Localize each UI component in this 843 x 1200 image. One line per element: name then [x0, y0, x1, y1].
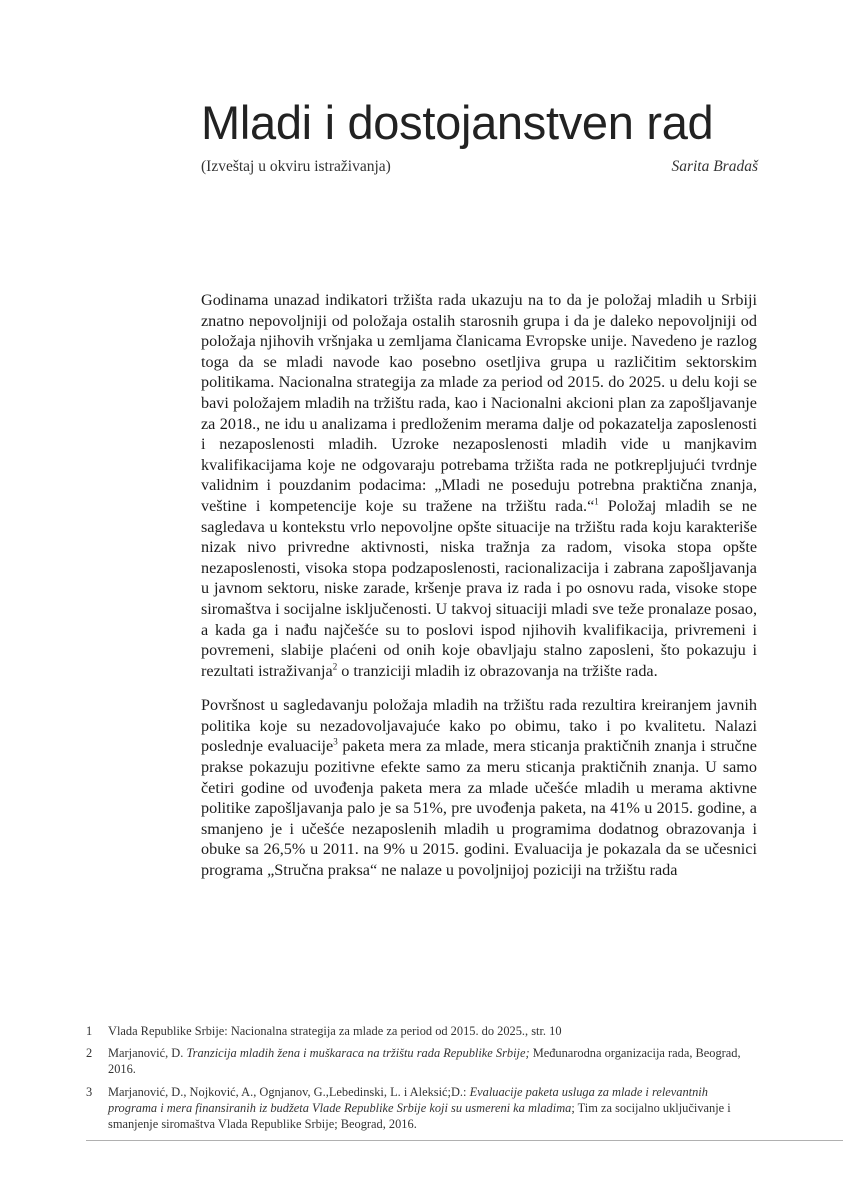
- body-text-segment: paketa mera za mlade, mera sticanja praktičnih znanja i stručne prakse pokazuju pozitivne efekte samo za meru sticanja praktičnih znanja. U samo četiri godine od uvođenja paketa mera za mlade učešće mladih u merama aktivne politike zapošljavanja palo je sa 51%, pre uvođenja paketa, na 41% u 2015. godine, a smanjeno je i učešće nezaposlenih mladih u programima dodatnog obrazovanja i obuke sa 26,5% u 2011. na 9% u 2015. godini. Evaluacija je pokazala da se učesnici programa „Stručna praksa“ ne nalaze u povoljnijoj poziciji na tržištu rada: [201, 737, 757, 880]
- article-body: [201, 290, 757, 881]
- footnotes: [86, 1023, 758, 1138]
- bottom-divider: [86, 1140, 843, 1141]
- footnote-segment: Marjanović, D.: [108, 1046, 187, 1061]
- footnote-ref: 2: [332, 661, 338, 672]
- footnote: [86, 1084, 758, 1133]
- footnote-title: Evaluacije paketa usluga za mlade i relevantnih programa i mera finansiranih iz budžeta Vlade Republike Srbije koji su usmereni ka mladima: [108, 1084, 708, 1115]
- body-text-segment: Položaj mladih se ne sagledava u kontekstu vrlo nepovoljne opšte situacije na tržištu rada koju karakteriše nizak nivo privredne aktivnosti, niska tražnja za radom, visoka stopa opšte nezaposlenosti, visoka stopa podzaposlenosti, racionalizacija i zabrana zapošljavanja u javnom sektoru, niske zarade, kršenje prava iz rada i po osnovu rada, visoke stope siromaštva i socijalne isključenosti. U takvoj situaciji mladi sve teže pronalaze posao, a kada ga i nađu najčešće su to poslovi ispod njihovih kvalifikacija, privremeni i povremeni, slabije plaćeni od onih koje obavljaju stalno zaposleni, što pokazuju i rezultati istraživanja: [201, 496, 757, 680]
- footnote-number: 2: [86, 1046, 93, 1061]
- footnote-segment: ; Tim za socijalno uključivanje i smanjenje siromaštva Vlada Republike Srbije; Beograd, 2016.: [108, 1100, 731, 1132]
- footnote-segment: Marjanović, D., Nojković, A., Ognjanov, G.,Lebedinski, L. i Aleksić;D.:: [108, 1084, 470, 1099]
- footnote-number: 3: [86, 1084, 93, 1099]
- footnote-number: 1: [86, 1024, 93, 1038]
- footnote-ref: 3: [333, 737, 338, 748]
- page-title: Mladi i dostojanstven rad: [201, 96, 714, 149]
- author-name: Sarita Bradaš: [671, 158, 758, 175]
- footnote-segment: Međunarodna organizacija rada, Beograd, 2016.: [108, 1046, 741, 1077]
- footnote-title: Tranzicija mladih žena i muškaraca na tržištu rada Republike Srbije;: [186, 1046, 530, 1061]
- footnote-text: [108, 1084, 758, 1133]
- footnote-text: [108, 1045, 758, 1077]
- footnote: [86, 1045, 758, 1077]
- body-text-segment: Površnost u sagledavanju položaja mladih na tržištu rada rezultira kreiranjem javnih politika koje su nezadovoljavajuće kako po obimu, tako i po kvalitetu. Nalazi poslednje evaluacije: [201, 696, 757, 756]
- body-paragraph: [201, 695, 757, 880]
- body-text-segment: Godinama unazad indikatori tržišta rada ukazuju na to da je položaj mladih u Srbiji znatno nepovoljniji od položaja ostalih starosnih grupa i da je daleko nepovoljniji od položaja njihovih vršnjaka u zemljama članicama Evropske unije. Navedeno je razlog toga da se mladi navode kao posebno osetljiva grupa u različitim sektorskim politikama. Nacionalna strategija za mlade za period od 2015. do 2025. u delu koji se bavi položajem mladih na tržištu rada, kao i Nacionalni akcioni plan za zapošljavanje za 2018., ne idu u analizama i predloženim merama dalje od pokazatelja zaposlenosti i nezaposlenosti mladih. Uzroke nezaposlenosti mladih vide u manjkavim kvalifikacijama koje ne odgovaraju potrebama tržišta rada ne potkrepljujući tvrdnje validnim i pouzdanim podacima: „Mladi ne poseduju potrebna praktična znanja, veštine i kompetencije koje su tražene na tržištu rada.“: [201, 291, 758, 515]
- footnote-text: Vlada Republike Srbije: Nacionalna strategija za mlade za period od 2015. do 2025., str. 10: [108, 1024, 562, 1038]
- footnote: [86, 1023, 758, 1039]
- body-text-segment: o tranziciji mladih iz obrazovanja na tržište rada.: [337, 661, 658, 680]
- body-paragraph: [201, 290, 757, 681]
- footnote-ref: 1: [594, 496, 599, 507]
- report-subtitle: (Izveštaj u okviru istraživanja): [201, 158, 391, 175]
